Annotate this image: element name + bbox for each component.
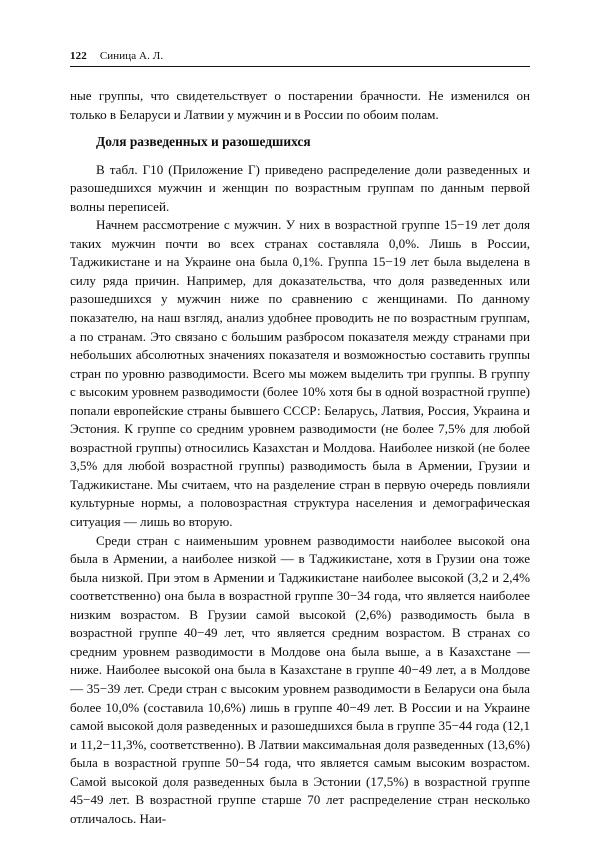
running-head-author: Синица А. Л. <box>99 50 164 62</box>
paragraph-continued: ные группы, что свидетельствует о постарении брачности. Не изменился он только в Беларуси и Латвии у мужчин и в России по обоим полам. <box>70 88 530 122</box>
page-number: 122 <box>70 50 87 62</box>
running-head <box>70 50 530 66</box>
page-content <box>70 50 530 828</box>
section-heading: Доля разведенных и разошедшихся <box>96 134 311 150</box>
paragraph-table-reference: В табл. Г10 (Приложение Г) приведено распределение доли разведенных и разошедшихся мужчин и женщин по возрастным группам по данным первой волны переписей. <box>70 161 530 214</box>
running-head-rule <box>70 66 530 67</box>
paragraph-country-detail: Среди стран с наименьшим уровнем разводимости наиболее высокой она была в Армении, а наиболее низкой — в Таджикистане, хотя в Грузии она тоже была низкой. При этом в Армении и Таджикистане наиболее высокой (3,2 и 2,4% соответственно) она была в возрастной группе 30−34 года, что является наиболее низким возрастом. В Грузии самой высокой (2,6%) разводимость была в возрастной группе 40−49 лет, что является средним возрастом. В странах со средним уровнем разводимости в Молдове она была выше, а в Казахстане — ниже. Наиболее высокой она была в Казахстане в группе 40−49 лет, а в Молдове — 35−39 лет. Среди стран с высоким уровнем разводимости в Беларуси она была более 10,0% (составила 10,6%) лишь в группе 40−49 лет. В России и на Украине самой высокой доля разведенных и разошедшихся была в группе 35−44 года (12,1 и 11,2−11,3%, соответственно). В Латвии максимальная доля разведенных (13,6%) была в возрастной группе 50−54 года, что является самым высоким возрастом. Самой высокой доля разведенных была в Эстонии (17,5%) в возрастной группе 45−49 лет. В возрастной группе старше 70 лет распределение стран несколько отличалось. Наи- <box>70 532 530 826</box>
paragraph-men-analysis: Начнем рассмотрение с мужчин. У них в возрастной группе 15−19 лет доля таких мужчин почти во всех странах составляла 0,0%. Лишь в России, Таджикистане и на Украине она была 0,1%. Группа 15−19 лет была выделена в силу ряда причин. Например, для доказательства, что доля разведенных или разошедшихся у мужчин ниже по сравнению с женщинами. По данному показателю, на наш взгляд, анализ удобнее проводить не по возрастным группам, а по странам. Это связано с большим разбросом показателя между странами при небольших абсолютных значениях показателя и возможностью составить группы стран по уровню разводимости. Всего мы можем выделить три группы. В группу с высоким уровнем разводимости (более 10% хотя бы в одной возрастной группе) попали европейские страны бывшего СССР: Беларусь, Латвия, Россия, Украина и Эстония. К группе со средним уровнем разводимости (не более 7,5% для любой возрастной группы) относились Казахстан и Молдова. Наиболее низкой (не более 3,5% для любой возрастной группы) разводимость была в Армении, Грузии и Таджикистане. Мы считаем, что на разделение стран в первую очередь повлияли культурные нормы, а половозрастная структура населения и демографическая ситуация — лишь во вторую. <box>70 217 530 530</box>
